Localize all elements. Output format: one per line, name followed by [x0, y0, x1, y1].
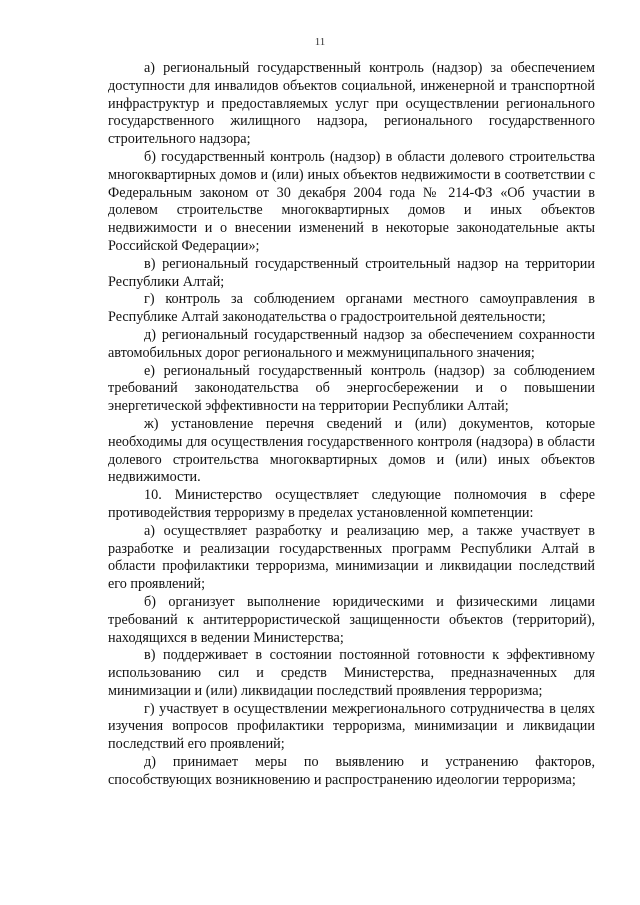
paragraph: 10. Министерство осуществляет следующие полномочия в сфере противодействия терроризму в пределах установленной компетенции: [108, 487, 595, 521]
paragraph: г) участвует в осуществлении межрегионального сотрудничества в целях изучения вопросов профилактики терроризма, минимизации и ликвидации последствий его проявлений; [108, 700, 595, 753]
paragraph: г) контроль за соблюдением органами местного самоуправления в Республике Алтай законодательства о градостроительной деятельности; [108, 291, 595, 326]
page-number: 11 [314, 36, 326, 48]
document-body [108, 60, 595, 790]
paragraph: в) поддерживает в состоянии постоянной готовности к эффективному использованию сил и средств Министерства, предназначенных для минимизации и (или) ликвидации последствий проявления терроризма; [108, 647, 595, 699]
paragraph: б) организует выполнение юридическими и физическими лицами требований к антитеррористической защищенности объектов (территорий), находящихся в ведении Министерства; [108, 593, 595, 646]
paragraph: б) государственный контроль (надзор) в области долевого строительства многоквартирных домов и (или) иных объектов недвижимости в соответствии с Федеральным законом от 30 декабря 2004 года № 214-ФЗ «Об участии в долевом строительстве многоквартирных домов и иных объектов недвижимости и о внесении изменений в некоторые законодательные акты Российской Федерации»; [108, 148, 595, 254]
paragraph: ж) установление перечня сведений и (или) документов, которые необходимы для осуществления государственного контроля (надзора) в области долевого строительства многоквартирных домов и (или) иных объектов недвижимости. [108, 415, 595, 486]
paragraph: д) региональный государственный надзор за обеспечением сохранности автомобильных дорог регионального и межмуниципального значения; [108, 326, 595, 361]
paragraph: е) региональный государственный контроль (надзор) за соблюдением требований законодательства об энергосбережении и о повышении энергетической эффективности на территории Республики Алтай; [108, 362, 595, 415]
paragraph: а) осуществляет разработку и реализацию мер, а также участвует в разработке и реализации государственных программ Республики Алтай в области профилактики терроризма, минимизации и ликвидации последствий его проявлений; [108, 522, 595, 593]
paragraph: д) принимает меры по выявлению и устранению факторов, способствующих возникновению и распространению идеологии терроризма; [108, 754, 595, 788]
paragraph: а) региональный государственный контроль (надзор) за обеспечением доступности для инвалидов объектов социальной, инженерной и транспортной инфраструктур и предоставляемых услуг при осуществлении регионального государственного жилищного надзора, регионального государственного строительного надзора; [108, 60, 595, 148]
paragraph: в) региональный государственный строительный надзор на территории Республики Алтай; [108, 255, 595, 290]
